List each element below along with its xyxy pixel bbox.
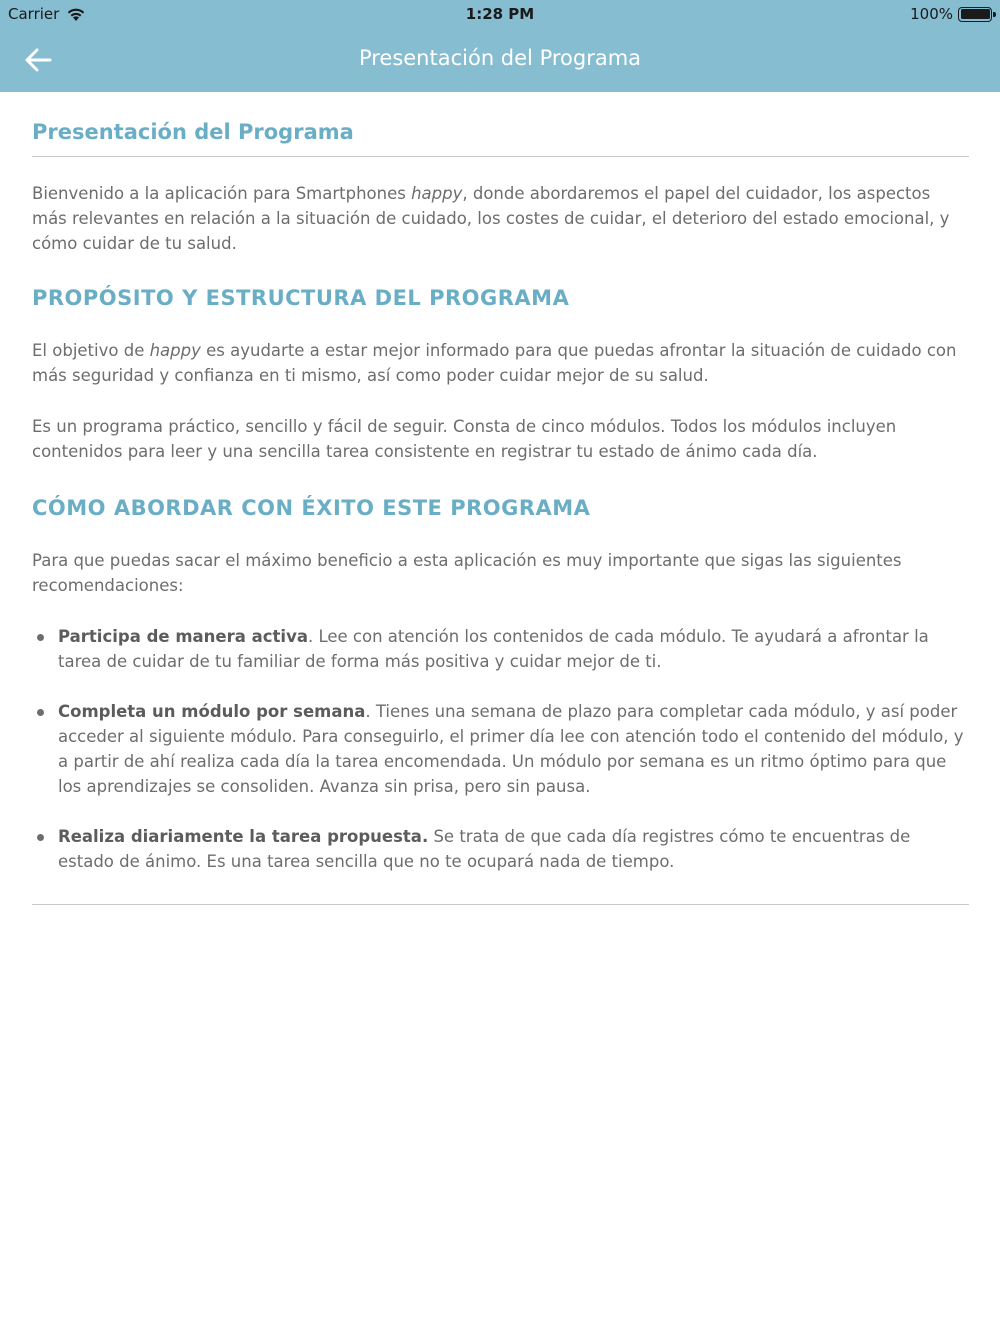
recommendation-text: Se trata de que cada día registres cómo te encuentras de estado de ánimo. Es una tarea sencilla que no te ocupará nada de tiempo. — [58, 827, 911, 871]
list-item — [32, 699, 969, 799]
battery-level — [961, 9, 990, 19]
section-purpose-title: PROPÓSITO Y ESTRUCTURA DEL PROGRAMA — [32, 286, 570, 310]
intro-text-start: Bienvenido a la aplicación para Smartphones — [32, 184, 412, 203]
intro-paragraph — [32, 181, 969, 256]
objective-app-name: happy — [149, 341, 201, 360]
battery-tip — [993, 12, 996, 17]
battery-group — [910, 5, 992, 23]
list-item — [32, 624, 969, 674]
recommendation-title: Participa de manera activa — [58, 627, 308, 646]
bottom-divider — [32, 904, 969, 905]
intro-text-end: , donde abordaremos el papel del cuidador, los aspectos más relevantes en relación a la situación de cuidado, los costes de cuidar, el deterioro del estado emocional, y cómo cuidar de tu salud. — [32, 184, 950, 253]
bullet-icon — [37, 634, 44, 641]
recommendations-list — [32, 624, 969, 874]
recommendation-title: Completa un módulo por semana — [58, 702, 366, 721]
carrier-label: Carrier — [8, 5, 60, 23]
objective-paragraph — [32, 338, 969, 388]
battery-icon — [958, 7, 992, 22]
status-time: 1:28 PM — [465, 5, 535, 23]
status-bar — [0, 0, 1000, 28]
page-title: Presentación del Programa — [32, 120, 354, 144]
battery-percent: 100% — [910, 5, 953, 23]
objective-text-end: es ayudarte a estar mejor informado para que puedas afrontar la situación de cuidado con más seguridad y confianza en ti mismo, así como poder cuidar mejor de su salud. — [32, 341, 957, 385]
content-scroll[interactable] — [32, 92, 969, 905]
recommendation-title: Realiza diariamente la tarea propuesta. — [58, 827, 429, 846]
program-description: Es un programa práctico, sencillo y fácil de seguir. Consta de cinco módulos. Todos los módulos incluyen contenidos para leer y una sencilla tarea consistente en registrar tu estado de ánimo cada día. — [32, 417, 897, 461]
intro-app-name: happy — [411, 184, 463, 203]
navigation-bar — [0, 28, 1000, 92]
section-success-title: CÓMO ABORDAR CON ÉXITO ESTE PROGRAMA — [32, 496, 591, 520]
recommendation-text: . Tienes una semana de plazo para completar cada módulo, y así poder acceder al siguiente módulo. Para conseguirlo, el primer día lee con atención todo el contenido del módulo, y a partir de ahí realiza cada día la tarea encomendada. Un módulo por semana es un ritmo óptimo para que los aprendizajes se consoliden. Avanza sin prisa, pero sin pausa. — [58, 702, 964, 796]
recommendation-text: . Lee con atención los contenidos de cada módulo. Te ayudará a afrontar la tarea de cuidar de tu familiar de forma más positiva y cuidar mejor de ti. — [58, 627, 929, 671]
bullet-icon — [37, 834, 44, 841]
recommendations-intro: Para que puedas sacar el máximo beneficio a esta aplicación es muy importante que sigas las siguientes recomendaciones: — [32, 551, 902, 595]
objective-text-start: El objetivo de — [32, 341, 150, 360]
list-item — [32, 824, 969, 874]
bullet-icon — [37, 709, 44, 716]
nav-title: Presentación del Programa — [358, 46, 642, 70]
title-divider — [32, 156, 969, 157]
